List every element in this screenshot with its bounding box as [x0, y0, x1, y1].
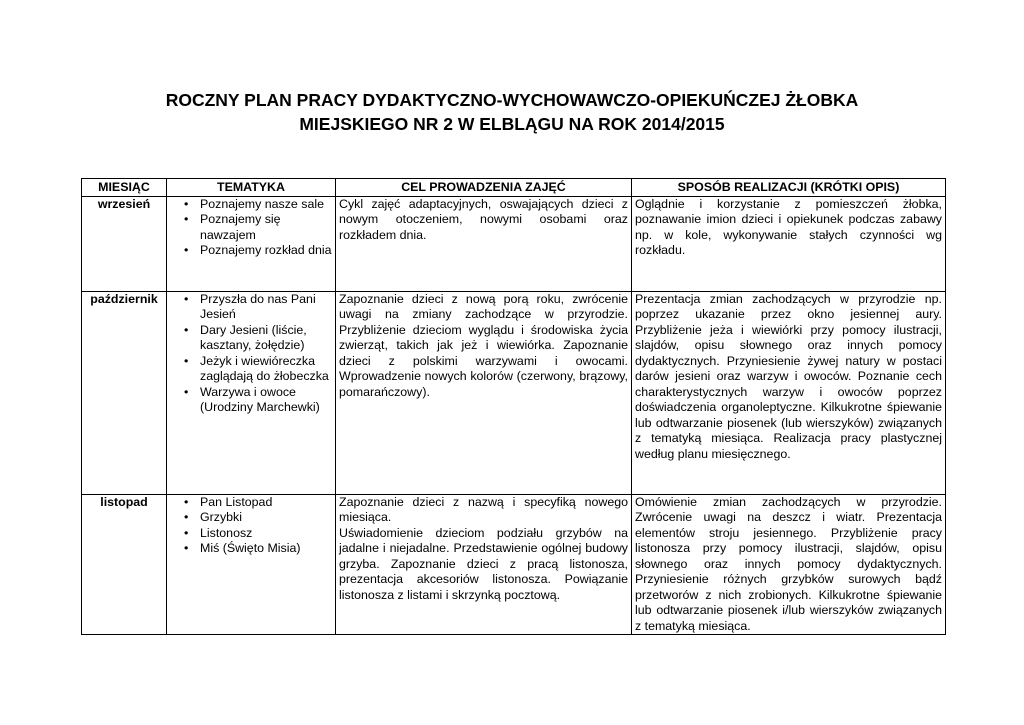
list-item: • Przyszła do nas Pani Jesień: [170, 292, 332, 323]
goal-cell: Cykl zajęć adaptacyjnych, oswajających dzieci z nowym otoczeniem, nowymi osobami oraz rozkładem dnia.: [336, 196, 632, 291]
list-item: • Listonosz: [170, 526, 332, 542]
table-header-row: [82, 179, 946, 197]
list-item: • Poznajemy nasze sale: [170, 197, 332, 213]
topics-cell: [167, 291, 336, 494]
goal-paragraph: Uświadomienie dzieciom podziału grzybów na jadalne i niejadalne. Przedstawienie ogólnej budowy grzyba. Zapoznanie dzieci z pracą listonosza, prezentacja akcesoriów listonosza. Powiązanie listonosza z listami i skrzynką pocztową.: [339, 525, 628, 602]
method-cell: Prezentacja zmian zachodzących w przyrodzie np. poprzez ukazanie przez okno jesiennej aury. Przybliżenie jeża i wiewiórki przy pomocy ilustracji, slajdów, opisu słownego oraz innych pomocy dydaktycznych. Przyniesienie żywej natury w postaci darów jesieni oraz warzyw i owoców. Poznanie cech charakterystycznych warzyw i owoców poprzez doświadczenia organoleptyczne. Kilkukrotne śpiewanie lub odtwarzanie piosenek (lub wierszyków) związanych z tematyką miesiąca. Realizacja pracy plastycznej według planu miesięcznego.: [632, 291, 946, 494]
list-item: • Jeżyk i wiewióreczka zaglądają do żłobeczka: [170, 354, 332, 385]
table-row: [82, 196, 946, 291]
list-item: • Dary Jesieni (liście, kasztany, żołędzie): [170, 323, 332, 354]
list-item: • Pan Listopad: [170, 495, 332, 511]
method-cell: Oglądnie i korzystanie z pomieszczeń żłobka, poznawanie imion dzieci i opiekunek podczas zabawy np. w kole, wykonywanie stałych czynności wg rozkładu.: [632, 196, 946, 291]
document-title-line-2: MIEJSKIEGO NR 2 W ELBLĄGU NA ROK 2014/2015: [299, 114, 725, 134]
method-cell: Omówienie zmian zachodzących w przyrodzie. Zwrócenie uwagi na deszcz i wiatr. Prezentacja elementów stroju jesiennego. Przybliżenie pracy listonosza przy pomocy ilustracji, slajdów, opisu słownego oraz innych pomocy dydaktycznych. Przyniesienie różnych grzybków surowych bądź przetworów z nich zrobionych. Kilkukrotne śpiewanie lub odtwarzanie piosenek i/lub wierszyków związanych z tematyką miesiąca.: [632, 494, 946, 635]
header-goal: CEL PROWADZENIA ZAJĘĆ: [336, 179, 632, 197]
header-month: MIESIĄC: [82, 179, 167, 197]
table-row: [82, 291, 946, 494]
goal-paragraph: Zapoznanie dzieci z nazwą i specyfiką nowego miesiąca.: [339, 494, 628, 524]
month-cell: listopad: [82, 494, 167, 635]
header-method: SPOSÓB REALIZACJI (KRÓTKI OPIS): [632, 179, 946, 197]
document-title-line-1: ROCZNY PLAN PRACY DYDAKTYCZNO-WYCHOWAWCZO-OPIEKUŃCZEJ ŻŁOBKA: [165, 90, 859, 110]
list-item: • Poznajemy się nawzajem: [170, 212, 332, 243]
topics-cell: [167, 196, 336, 291]
goal-cell: Zapoznanie dzieci z nową porą roku, zwrócenie uwagi na zmiany zachodzące w przyrodzie. Przybliżenie dzieciom wyglądu i środowiska życia zwierząt, takich jak jeż i wiewiórka. Zapoznanie dzieci z polskimi warzywami i owocami. Wprowadzenie nowych kolorów (czerwony, brązowy, pomarańczowy).: [336, 291, 632, 494]
list-item: • Grzybki: [170, 510, 332, 526]
table-row: [82, 494, 946, 635]
list-item: • Poznajemy rozkład dnia: [170, 243, 332, 259]
topics-cell: [167, 494, 336, 635]
header-topics: TEMATYKA: [167, 179, 336, 197]
list-item: • Warzywa i owoce (Urodziny Marchewki): [170, 385, 332, 416]
goal-cell: [336, 494, 632, 635]
month-cell: wrzesień: [82, 196, 167, 291]
list-item: • Miś (Święto Misia): [170, 541, 332, 557]
month-cell: październik: [82, 291, 167, 494]
plan-table: [81, 178, 946, 635]
